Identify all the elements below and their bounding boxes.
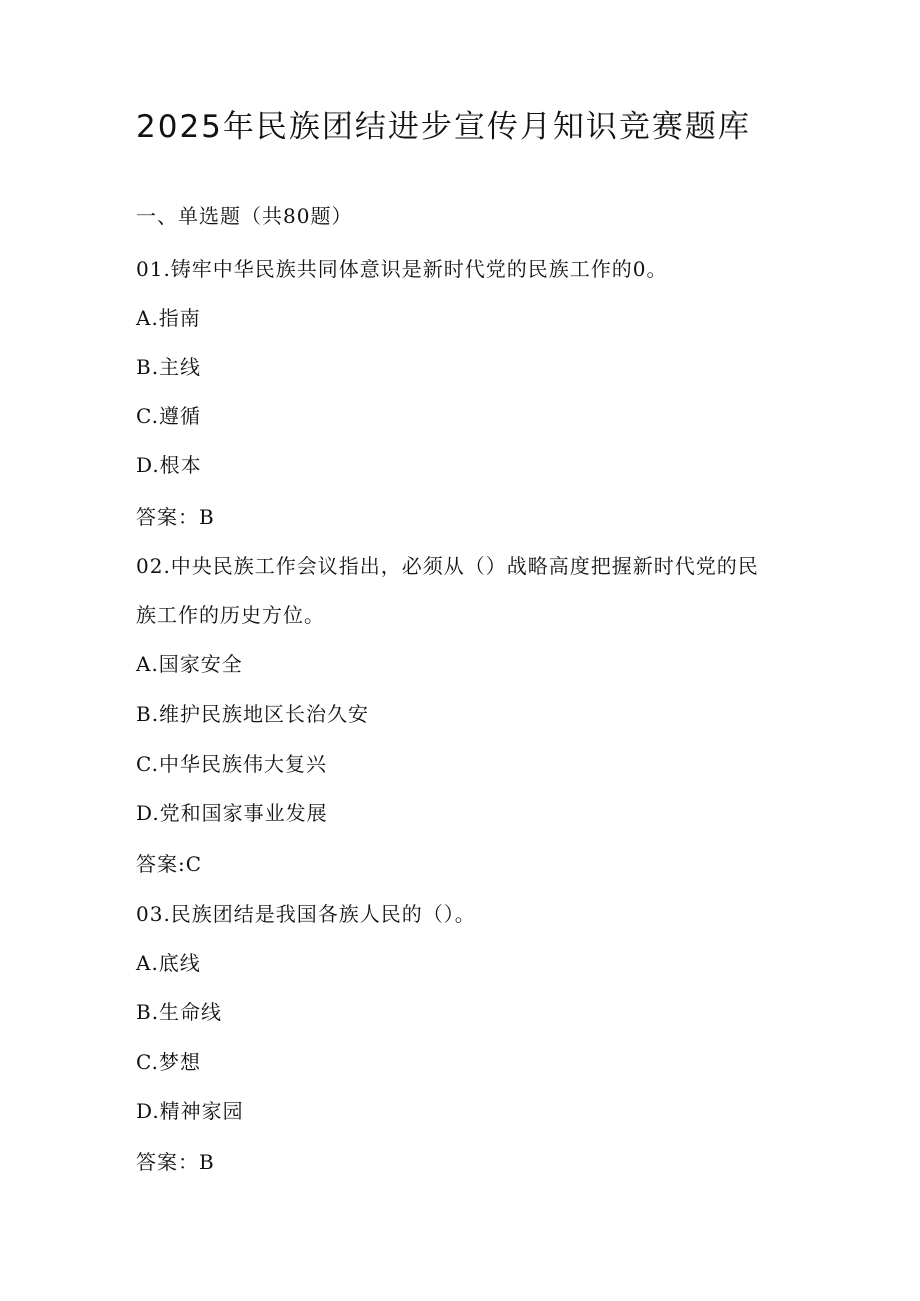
question-1-answer: 答案：B (136, 505, 215, 529)
question-3-option-b: B.生命线 (136, 1000, 223, 1024)
question-2-option-d: D.党和国家事业发展 (136, 801, 328, 825)
question-3-option-a: A.底线 (136, 951, 201, 975)
question-1-option-b: B.主线 (136, 355, 202, 379)
document-title: 2025年民族团结进步宣传月知识竞赛题库 (136, 109, 751, 145)
question-1-stem: 01.铸牢中华民族共同体意识是新时代党的民族工作的0。 (136, 257, 668, 281)
question-3-answer: 答案：B (136, 1150, 215, 1174)
question-1-option-d: D.根本 (136, 453, 202, 477)
question-2-stem-line-2: 族工作的历史方位。 (136, 603, 325, 627)
question-2-option-a: A.国家安全 (136, 652, 243, 676)
question-3-stem: 03.民族团结是我国各族人民的（）。 (136, 902, 476, 926)
question-2-answer: 答案:C (136, 852, 203, 876)
question-3-option-d: D.精神家园 (136, 1099, 244, 1123)
section-heading: 一、单选题（共80题） (136, 204, 353, 228)
question-3-option-c: C.梦想 (136, 1050, 201, 1074)
question-1-option-a: A.指南 (136, 306, 201, 330)
question-2-stem-line-1: 02.中央民族工作会议指出，必须从（）战略高度把握新时代党的民 (136, 554, 759, 578)
question-1-option-c: C.遵循 (136, 404, 201, 428)
question-2-option-c: C.中华民族伟大复兴 (136, 752, 327, 776)
question-2-option-b: B.维护民族地区长治久安 (136, 702, 370, 726)
